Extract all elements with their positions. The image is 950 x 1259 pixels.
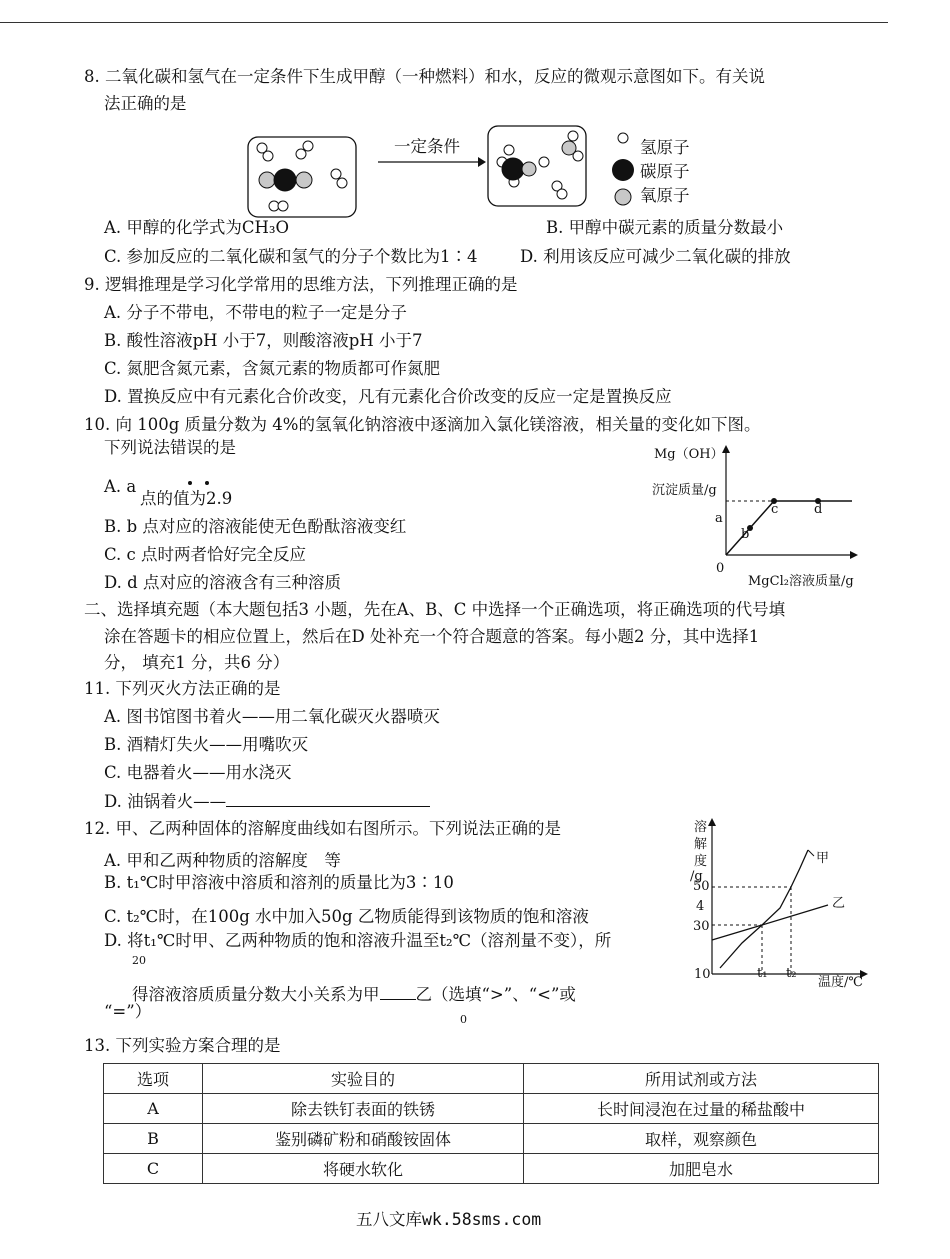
q8-stem-line1: 8. 二氧化碳和氢气在一定条件下生成甲醇（一种燃料）和水，反应的微观示意图如下。有关说 [84,67,765,86]
q12-option-a: A. 甲和乙两种物质的溶解度 等 [104,851,341,870]
q12-chart-ylabel-3: 度 [694,854,708,869]
section2-line1: 二、选择填充题（本大题包括3 小题，先在A、B、C 中选择一个正确选项，将正确选项的代号填 [84,600,786,619]
x-axis-arrow [850,551,858,559]
q8-option-c: C. 参加反应的二氧化碳和氢气的分子个数比为1∶4 [104,247,478,266]
q12-chart-ylabel-4: /g [690,869,703,884]
table-header-cell: 选项 [104,1064,203,1094]
q13-table [103,1063,879,1184]
q12-chart-t1: t₁ [757,966,768,981]
q11-option-a: A. 图书馆图书着火——用二氧化碳灭火器喷灭 [104,707,440,726]
q12-stem: 12. 甲、乙两种固体的溶解度曲线如右图所示。下列说法正确的是 [84,819,561,838]
table-cell: 加肥皂水 [524,1154,879,1184]
table-cell: 长时间浸泡在过量的稀盐酸中 [524,1094,879,1124]
q9-option-a: A. 分子不带电，不带电的粒子一定是分子 [104,303,407,322]
q12-chart-label-yi: 乙 [832,896,846,911]
h2-molecule [257,143,273,161]
table-cell: C [104,1154,203,1184]
q10-chart-origin: 0 [716,561,725,576]
q10-option-c: C. c 点时两者恰好完全反应 [104,545,307,564]
q12-option-d-line2 [132,983,576,1006]
q10-chart [700,445,870,565]
stray-number-20: 20 [132,954,146,967]
q12-chart-ylabel-2: 解 [694,837,708,852]
q9-option-c: C. 氮肥含氮元素，含氮元素的物质都可作氮肥 [104,359,441,378]
q12-d-text-a: 得溶液溶质质量分数大小关系为甲 [132,985,380,1004]
methanol-molecule [497,145,549,187]
q11-option-d [104,790,430,813]
table-header-cell: 所用试剂或方法 [524,1064,879,1094]
emphasis-dot [205,481,209,485]
q10-option-a-letter: A. a [104,477,137,496]
table-cell: B [104,1124,203,1154]
table-cell: 取样，观察颜色 [524,1124,879,1154]
table-row [104,1124,879,1154]
curve-yi [712,905,828,940]
q10-chart-point-d: d [814,502,823,517]
q10-chart-xlabel: MgCl₂溶液质量/g [748,574,854,589]
q9-option-b: B. 酸性溶液pH 小于7，则酸溶液pH 小于7 [104,331,423,350]
header-rule [0,22,888,23]
answer-blank[interactable] [226,790,430,807]
q10-chart-point-c: c [771,502,779,517]
q10-stem-line1: 10. 向 100g 质量分数为 4%的氢氧化钠溶液中逐滴加入氯化镁溶液，相关量的变化如下图。 [84,415,761,434]
q8-option-a: A. 甲醇的化学式为CH₃O [104,218,290,237]
q11-stem: 11. 下列灭火方法正确的是 [84,679,281,698]
table-header-cell: 实验目的 [203,1064,524,1094]
h2-molecule [296,141,313,159]
q8-option-d: D. 利用该反应可减少二氧化碳的排放 [520,247,791,266]
q9-stem: 9. 逻辑推理是学习化学常用的思维方法，下列推理正确的是 [84,275,518,294]
h2-molecule [269,201,288,211]
q12-chart-ytick-4: 4 [696,899,705,914]
q12-chart-ytick-10: 10 [694,967,711,982]
q8-option-b: B. 甲醇中碳元素的质量分数最小 [546,218,784,237]
q12-option-d-line3: “=”） [104,1002,152,1021]
table-cell: 除去铁钉表面的铁锈 [203,1094,524,1124]
table-row [104,1154,879,1184]
q12-chart-ylabel-1: 溶 [694,820,708,835]
q12-chart-ytick-30: 30 [693,919,710,934]
co2-molecule [259,169,312,191]
q13-stem: 13. 下列实验方案合理的是 [84,1036,281,1055]
q12-option-d: D. 将t₁℃时甲、乙两种物质的饱和溶液升温至t₂℃（溶剂量不变），所 [104,931,612,950]
table-cell: 将硬水软化 [203,1154,524,1184]
legend-hydrogen-icon [618,133,628,143]
q12-chart-xlabel: 温度/℃ [818,975,863,990]
answer-blank[interactable] [380,983,416,1000]
h2-molecule [552,181,567,199]
h2-molecule [331,169,347,188]
table-row [104,1094,879,1124]
q12-option-b: B. t₁℃时甲溶液中溶质和溶剂的质量比为3∶10 [104,873,454,892]
q10-chart-point-a: a [715,511,723,526]
section2-line3: 分， 填充1 分，共6 分） [104,653,290,672]
q10-option-a-text: 点的值为2.9 [140,489,233,508]
legend-carbon-label: 碳原子 [640,162,690,181]
table-cell: A [104,1094,203,1124]
y-axis-arrow [708,818,716,826]
q8-stem-line2: 法正确的是 [104,94,187,113]
legend-carbon-icon [612,159,634,181]
q12-d-text-b: 乙（选填“>”、“<”或 [415,985,576,1004]
q10-option-b: B. b 点对应的溶液能使无色酚酞溶液变红 [104,517,407,536]
legend-hydrogen-label: 氢原子 [640,138,690,157]
q11-option-c: C. 电器着火——用水浇灭 [104,763,292,782]
water-molecule [562,131,583,161]
q9-option-d: D. 置换反应中有元素化合价改变，凡有元素化合价改变的反应一定是置换反应 [104,387,672,406]
q12-chart-label-jia: 甲 [816,851,830,866]
q11-option-d-text: D. 油锅着火—— [104,792,227,811]
q10-stem-line2: 下列说法错误的是 [104,438,236,457]
footer-watermark: 五八文库wk.58sms.com [356,1210,542,1229]
emphasis-dot [188,481,192,485]
legend-oxygen-icon [615,189,631,205]
arrow-head [478,157,486,167]
curve-jia [720,850,808,968]
q12-chart-t2: t₂ [786,966,797,981]
stray-number-0: 0 [460,1013,467,1026]
q11-option-b: B. 酒精灯失火——用嘴吹灭 [104,735,309,754]
legend-oxygen-label: 氧原子 [640,186,690,205]
q10-option-d: D. d 点对应的溶液含有三种溶质 [104,573,341,592]
q10-chart-point-b: b [741,527,750,542]
table-header-row [104,1064,879,1094]
condition-label: 一定条件 [394,137,460,156]
q12-option-c: C. t₂℃时，在100g 水中加入50g 乙物质能得到该物质的饱和溶液 [104,907,589,926]
q10-chart-ylabel-2: 沉淀质量/g [652,483,717,498]
q10-chart-ylabel-1: Mg（OH） [654,447,724,462]
label-leader-jia [808,850,814,856]
table-cell: 鉴别磷矿粉和硝酸铵固体 [203,1124,524,1154]
q12-chart-ytick-50: 50 [693,879,710,894]
section2-line2: 涂在答题卡的相应位置上，然后在D 处补充一个符合题意的答案。每小题2 分，其中选择1 [104,627,760,646]
